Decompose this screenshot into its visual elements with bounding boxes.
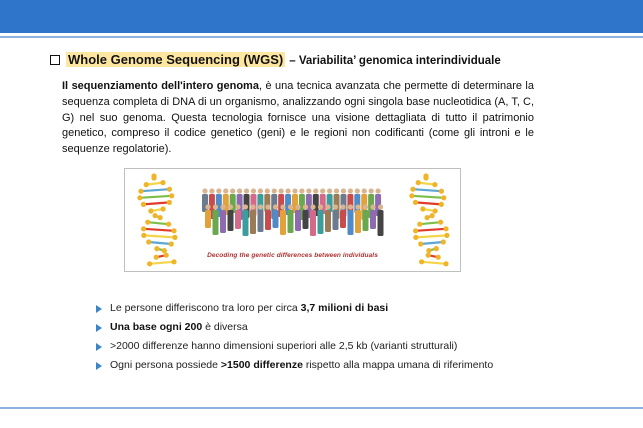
dna-helix-icon bbox=[398, 170, 458, 270]
arrow-bullet-icon bbox=[96, 362, 102, 370]
checkbox-bullet-icon bbox=[50, 55, 60, 65]
figure-caption: Decoding the genetic differences between individuals bbox=[207, 252, 378, 259]
paragraph-text: , è una tecnica avanzata che permette di determinare la sequenza completa di DNA di un organismo, analizzando ogni singola base nucleotidica (A, T, C, G) nel suo genoma. Questa tecnologia fornisce una visione dettagliata di tutto il patrimonio genetico, compreso il codice genetico (geni) e le regioni non codificanti (come gli introni e le sequenze regolatorie). bbox=[62, 80, 534, 156]
footer-rule bbox=[0, 407, 643, 409]
arrow-bullet-icon bbox=[96, 305, 102, 313]
bullet-list bbox=[96, 302, 516, 378]
arrow-bullet-icon bbox=[96, 343, 102, 351]
list-item: >2000 differenze hanno dimensioni superiori alle 2,5 kb (varianti strutturali) bbox=[96, 340, 516, 354]
intro-paragraph bbox=[62, 79, 534, 158]
list-item: Una base ogni 200 è diversa bbox=[96, 321, 516, 335]
list-item: Le persone differiscono tra loro per circa 3,7 milioni di basi bbox=[96, 302, 516, 316]
title-main: Whole Genome Sequencing (WGS) bbox=[68, 52, 284, 67]
title-sub: – Variabilita’ genomica interindividuale bbox=[289, 55, 501, 67]
paragraph-bold-intro: Il sequenziamento dell'intero genoma bbox=[62, 80, 259, 92]
arrow-bullet-icon bbox=[96, 324, 102, 332]
slide-title bbox=[50, 52, 501, 67]
header-bar bbox=[0, 0, 643, 33]
header-rule bbox=[0, 36, 643, 38]
list-item: Ogni persona possiede >1500 differenze rispetto alla mappa umana di riferimento bbox=[96, 359, 516, 373]
dna-helix-icon bbox=[126, 170, 186, 270]
